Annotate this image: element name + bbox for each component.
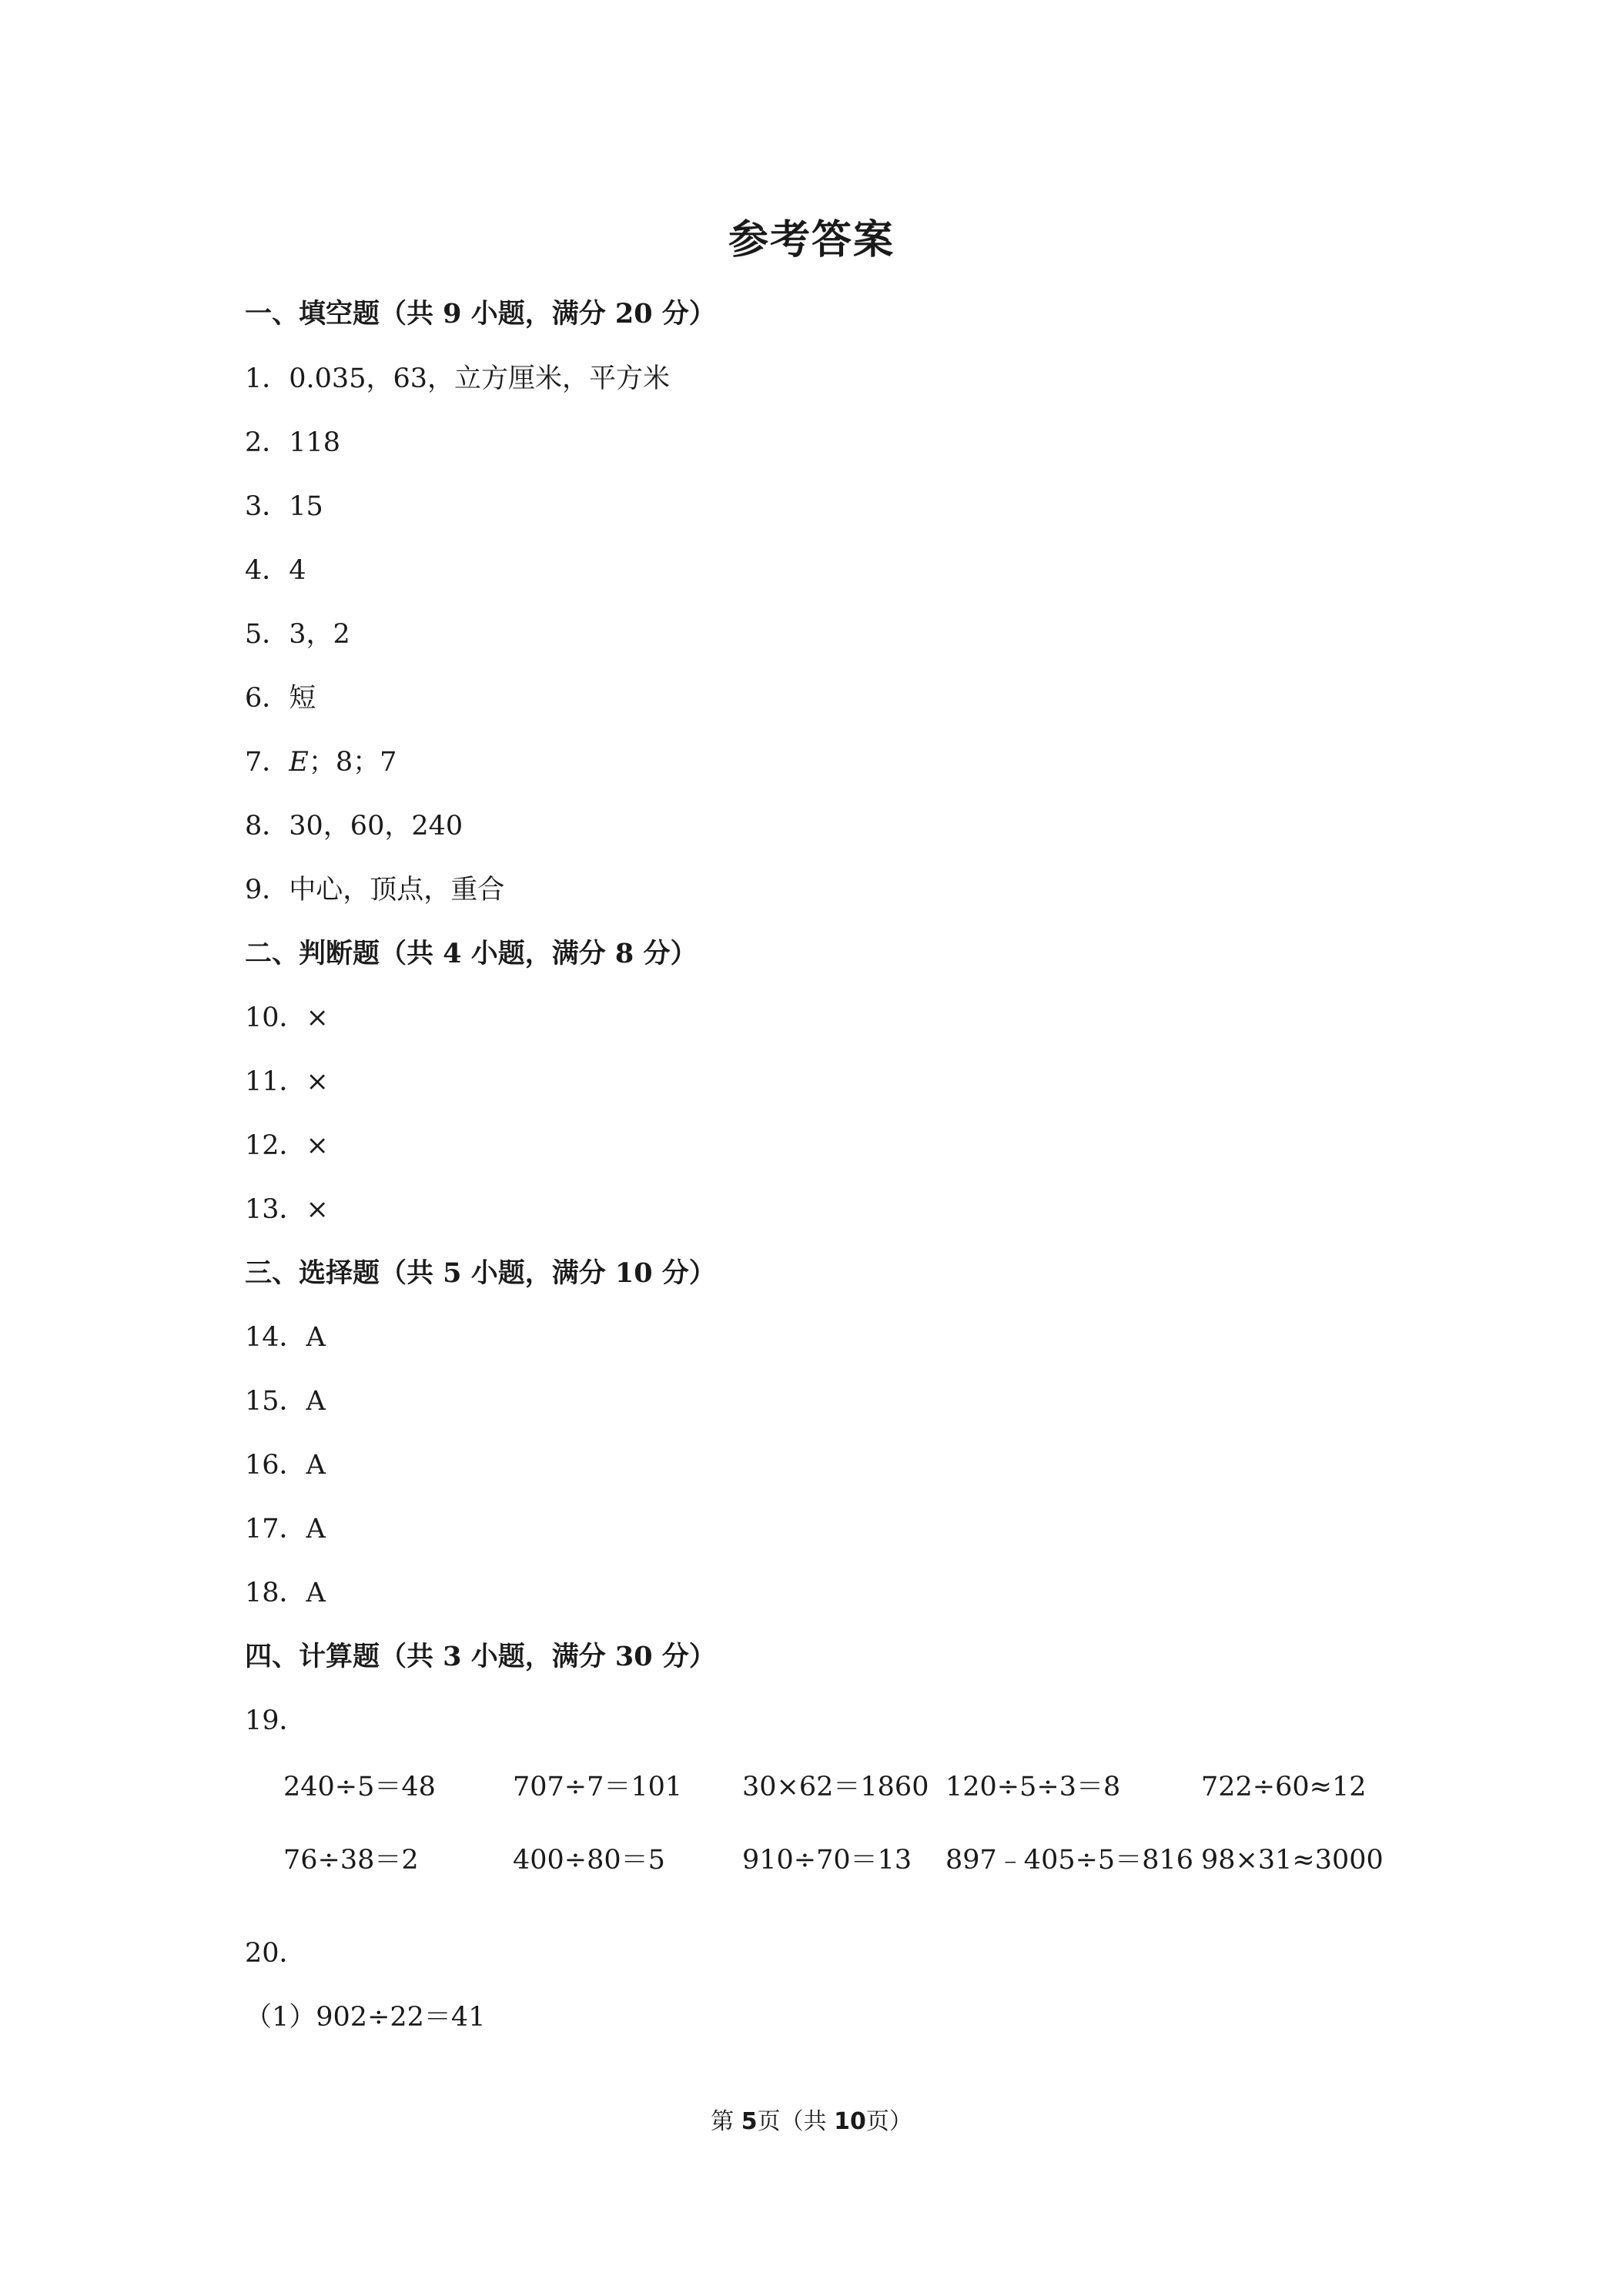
answer-17: 17．A: [245, 1514, 326, 1545]
answer-7: [245, 744, 397, 781]
footer-middle: 页（共: [757, 2108, 835, 2135]
calc-item: 897﹣405÷5＝816: [945, 1845, 1194, 1876]
page-footer: [0, 2105, 1623, 2139]
calc-item: 120÷5÷3＝8: [945, 1772, 1121, 1802]
footer-page-number: 5: [741, 2108, 758, 2135]
answer-20-part-1: （1）902÷22＝41: [245, 2002, 486, 2033]
answer-18: 18．A: [245, 1578, 326, 1608]
section-heading-calculation: 四、计算题（共 3 小题，满分 30 分）: [245, 1641, 716, 1672]
answer-1: 1．0.035，63，立方厘米，平方米: [245, 363, 671, 394]
answer-6: 6．短: [245, 683, 316, 714]
footer-suffix: 页）: [865, 2108, 912, 2135]
calc-item: 722÷60≈12: [1201, 1772, 1367, 1802]
calc-item: 76÷38＝2: [283, 1845, 419, 1876]
answer-2: 2．118: [245, 427, 341, 458]
section-heading-fill-in: 一、填空题（共 9 小题，满分 20 分）: [245, 298, 716, 330]
answer-19: 19．: [245, 1705, 306, 1736]
calc-item: 30×62＝1860: [742, 1772, 929, 1802]
section-heading-multiple-choice: 三、选择题（共 5 小题，满分 10 分）: [245, 1257, 716, 1289]
answer-7-number: 7．: [245, 747, 289, 778]
answer-10: 10．×: [245, 1002, 329, 1033]
calc-item: 400÷80＝5: [513, 1845, 665, 1876]
calc-item: 98×31≈3000: [1201, 1845, 1384, 1876]
answer-13: 13．×: [245, 1194, 329, 1225]
footer-total-pages: 10: [834, 2108, 866, 2135]
answer-20: 20．: [245, 1938, 306, 1969]
answer-14: 14．A: [245, 1322, 326, 1353]
answer-16: 16．A: [245, 1450, 326, 1481]
page-title: 参考答案: [728, 217, 895, 263]
answer-7-variable: E: [289, 747, 309, 778]
answer-5: 5．3，2: [245, 619, 350, 650]
answer-4: 4．4: [245, 555, 306, 586]
answer-15: 15．A: [245, 1386, 326, 1417]
answer-7-values: ；8；7: [308, 747, 397, 778]
calc-item: 910÷70＝13: [742, 1845, 912, 1876]
answer-8: 8．30，60，240: [245, 811, 463, 842]
answer-12: 12．×: [245, 1130, 329, 1161]
calc-item: 707÷7＝101: [513, 1772, 683, 1802]
section-heading-true-false: 二、判断题（共 4 小题，满分 8 分）: [245, 938, 698, 969]
answer-3: 3．15: [245, 491, 323, 522]
answer-9: 9．中心，顶点，重合: [245, 875, 505, 905]
answer-11: 11．×: [245, 1066, 329, 1097]
calc-item: 240÷5＝48: [283, 1772, 436, 1802]
footer-prefix: 第: [711, 2108, 741, 2135]
